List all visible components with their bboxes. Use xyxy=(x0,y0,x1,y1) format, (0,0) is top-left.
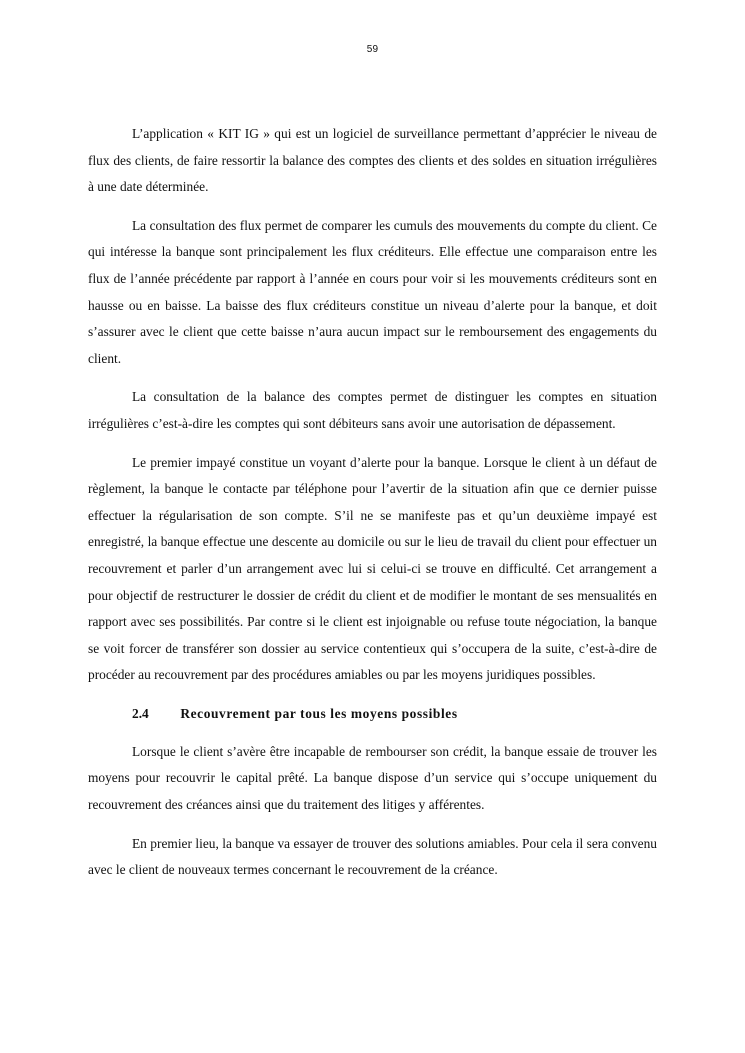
section-number: 2.4 xyxy=(132,705,149,721)
paragraph-amicable-solutions: En premier lieu, la banque va essayer de trouver des solutions amiables. Pour cela il sera convenu avec le client de nouveaux termes concernant le recouvrement de la créance. xyxy=(88,835,657,878)
section-heading xyxy=(88,701,657,727)
page-number: 59 xyxy=(366,44,379,55)
paragraph-balance-consultation: La consultation de la balance des comptes permet de distinguer les comptes en situation irrégulières c’est-à-dire les comptes qui sont débiteurs sans avoir une autorisation de dépassement. xyxy=(88,389,657,431)
section-title: Recouvrement par tous les moyens possibles xyxy=(180,705,458,721)
paragraph-flux-consultation: La consultation des flux permet de comparer les cumuls des mouvements du compte du client. Ce qui intéresse la banque sont principalement les flux créditeurs. Elle effectue une comparaison entre les flux de l’année précédente par rapport à l’année en cours pour voir si les mouvements créditeurs sont en hausse ou en baisse. La baisse des flux créditeurs constitue un niveau d’alerte pour la banque, et doit s’assurer avec le client que cette baisse n’aura aucun impact sur le remboursement des engagements du client. xyxy=(88,217,657,366)
paragraph-kit-ig: L’application « KIT IG » qui est un logiciel de surveillance permettant d’apprécier le niveau de flux des clients, de faire ressortir la balance des comptes des clients et des soldes en situation irrégulières à une date déterminée. xyxy=(88,126,657,195)
page-body xyxy=(88,121,657,896)
paragraph-first-unpaid: Le premier impayé constitue un voyant d’alerte pour la banque. Lorsque le client à un défaut de règlement, la banque le contacte par téléphone pour l’avertir de la situation afin que ce dernier puisse effectuer la régularisation de son compte. S’il ne se manifeste pas et qu’un deuxième impayé est enregistré, la banque effectue une descente au domicile ou sur le lieu de travail du client pour effectuer un recouvrement et parler d’un arrangement avec lui si celui-ci se trouve en difficulté. Cet arrangement a pour objectif de restructurer le dossier de crédit du client et de modifier le montant de ses mensualités en rapport avec ses possibilités. Par contre si le client est injoignable ou refuse toute négociation, la banque se voit forcer de transférer son dossier au service contentieux qui s’occupera de la suite, c’est-à-dire de procéder au recouvrement par des procédures amiables ou par les moyens juridiques possibles. xyxy=(88,454,657,683)
paragraph-recovery-service: Lorsque le client s’avère être incapable de rembourser son crédit, la banque essaie de trouver les moyens pour recouvrir le capital prêté. La banque dispose d’un service qui s’occupe uniquement du recouvrement des créances ainsi que du traitement des litiges y afférentes. xyxy=(88,743,657,813)
